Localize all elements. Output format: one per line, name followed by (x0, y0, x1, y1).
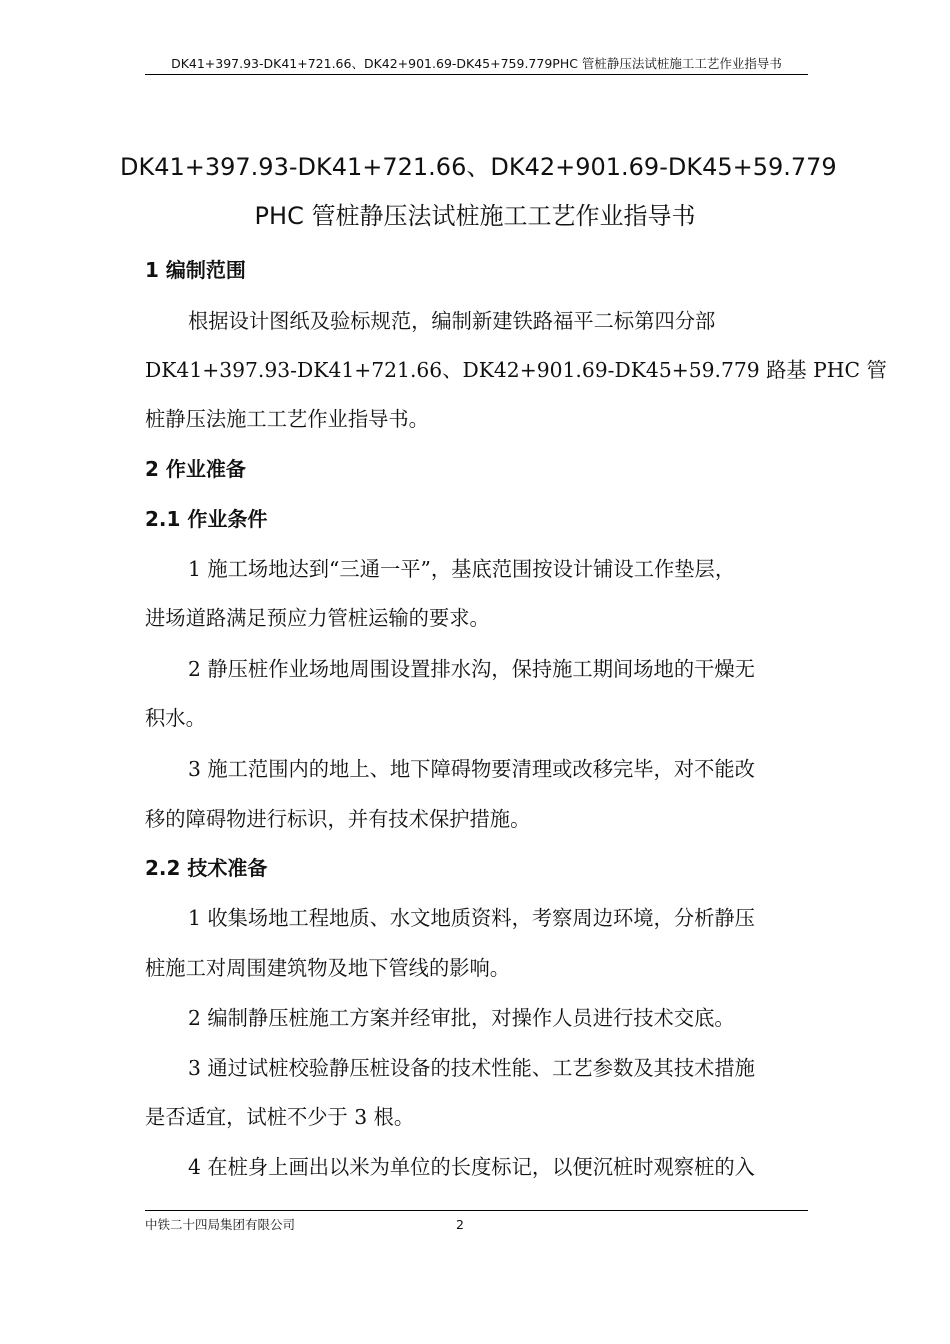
section-heading-1: 1 编制范围 (145, 258, 246, 282)
paragraph-line: 2 编制静压桩施工方案并经审批，对操作人员进行技术交底。 (188, 1006, 735, 1030)
paragraph-line: 2 静压桩作业场地周围设置排水沟，保持施工期间场地的干燥无 (188, 657, 755, 681)
section-heading-2: 2 作业准备 (145, 457, 246, 481)
section-heading-2-1: 2.1 作业条件 (145, 507, 268, 531)
footer-company: 中铁二十四局集团有限公司 (145, 1217, 296, 1232)
paragraph-line: 根据设计图纸及验标规范，编制新建铁路福平二标第四分部 (188, 309, 716, 333)
paragraph-line: 桩静压法施工工艺作业指导书。 (145, 407, 429, 431)
running-header: DK41+397.93-DK41+721.66、DK42+901.69-DK45+759.779PHC 管桩静压法试桩施工工艺作业指导书 (145, 56, 808, 75)
paragraph-line: 1 施工场地达到“三通一平”，基底范围按设计铺设工作垫层， (188, 557, 736, 581)
paragraph-line: 积水。 (145, 706, 206, 730)
paragraph-line: 移的障碍物进行标识，并有技术保护措施。 (145, 807, 531, 831)
paragraph-line: 4 在桩身上画出以米为单位的长度标记，以便沉桩时观察桩的入 (188, 1155, 755, 1179)
paragraph-line: 进场道路满足预应力管桩运输的要求。 (145, 606, 490, 630)
footer-divider (145, 1210, 808, 1211)
document-title-line-2: PHC 管桩静压法试桩施工工艺作业指导书 (254, 202, 696, 230)
paragraph-line: 1 收集场地工程地质、水文地质资料，考察周边环境，分析静压 (188, 906, 755, 930)
section-heading-2-2: 2.2 技术准备 (145, 856, 268, 880)
paragraph-line: DK41+397.93-DK41+721.66、DK42+901.69-DK45+59.779 路基 PHC 管 (145, 358, 887, 382)
paragraph-line: 桩施工对周围建筑物及地下管线的影响。 (145, 956, 511, 980)
document-title-line-1: DK41+397.93-DK41+721.66、DK42+901.69-DK45+59.779 (120, 153, 837, 181)
paragraph-line: 是否适宜，试桩不少于 3 根。 (145, 1105, 415, 1129)
paragraph-line: 3 施工范围内的地上、地下障碍物要清理或改移完毕，对不能改 (188, 757, 755, 781)
page-number: 2 (456, 1217, 464, 1232)
paragraph-line: 3 通过试桩校验静压桩设备的技术性能、工艺参数及其技术措施 (188, 1056, 755, 1080)
